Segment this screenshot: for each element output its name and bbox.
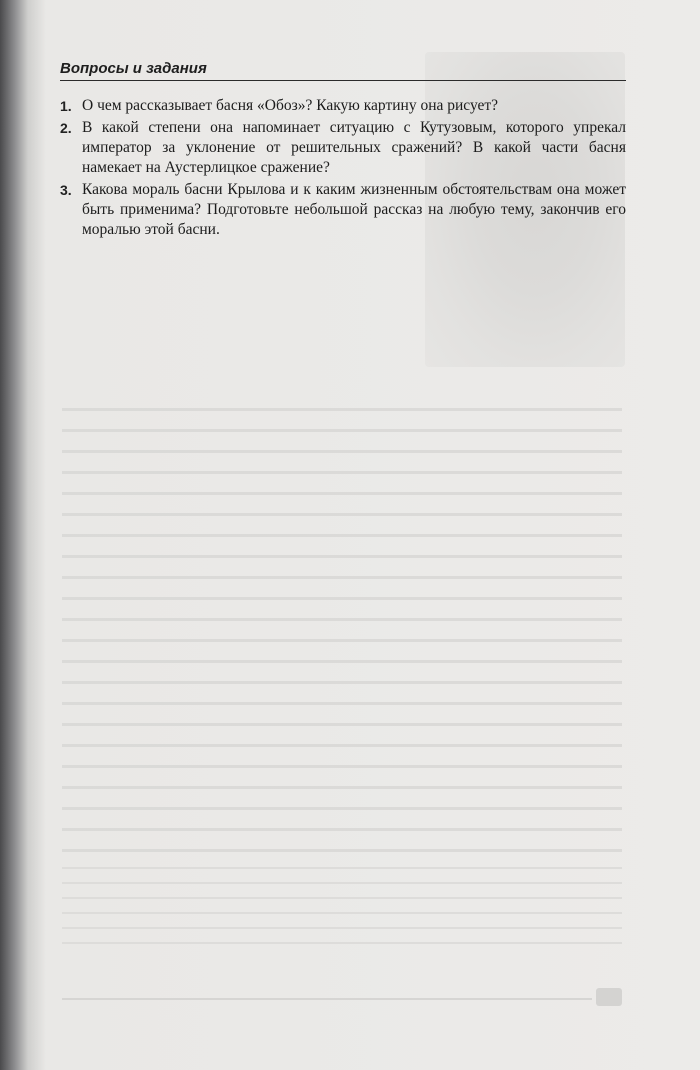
bleed-through-footnotes bbox=[62, 858, 622, 948]
questions-list bbox=[60, 96, 626, 242]
question-item bbox=[60, 96, 626, 116]
question-item bbox=[60, 118, 626, 178]
bleed-through-rule bbox=[62, 998, 592, 1000]
question-item bbox=[60, 180, 626, 240]
question-text: О чем рассказывает басня «Обоз»? Какую картину она рисует? bbox=[82, 97, 499, 114]
question-number: 1. bbox=[60, 98, 72, 114]
question-text: Какова мораль басни Крылова и к каким жизненным обстоятельствам она может быть применима? Подготовьте небольшой рассказ на любую тему, закончив его моралью этой басни. bbox=[82, 181, 626, 238]
question-text: В какой степени она напоминает ситуацию с Кутузовым, которого упрекал император за уклонение от решительных сражений? В какой части басня намекает на Аустерлицкое сражение? bbox=[82, 119, 626, 176]
bleed-through-page-number bbox=[596, 988, 622, 1006]
question-number: 3. bbox=[60, 182, 72, 198]
bleed-through-text bbox=[62, 395, 622, 855]
section-header bbox=[60, 60, 626, 81]
section-title: Вопросы и задания bbox=[60, 60, 207, 77]
question-number: 2. bbox=[60, 120, 72, 136]
